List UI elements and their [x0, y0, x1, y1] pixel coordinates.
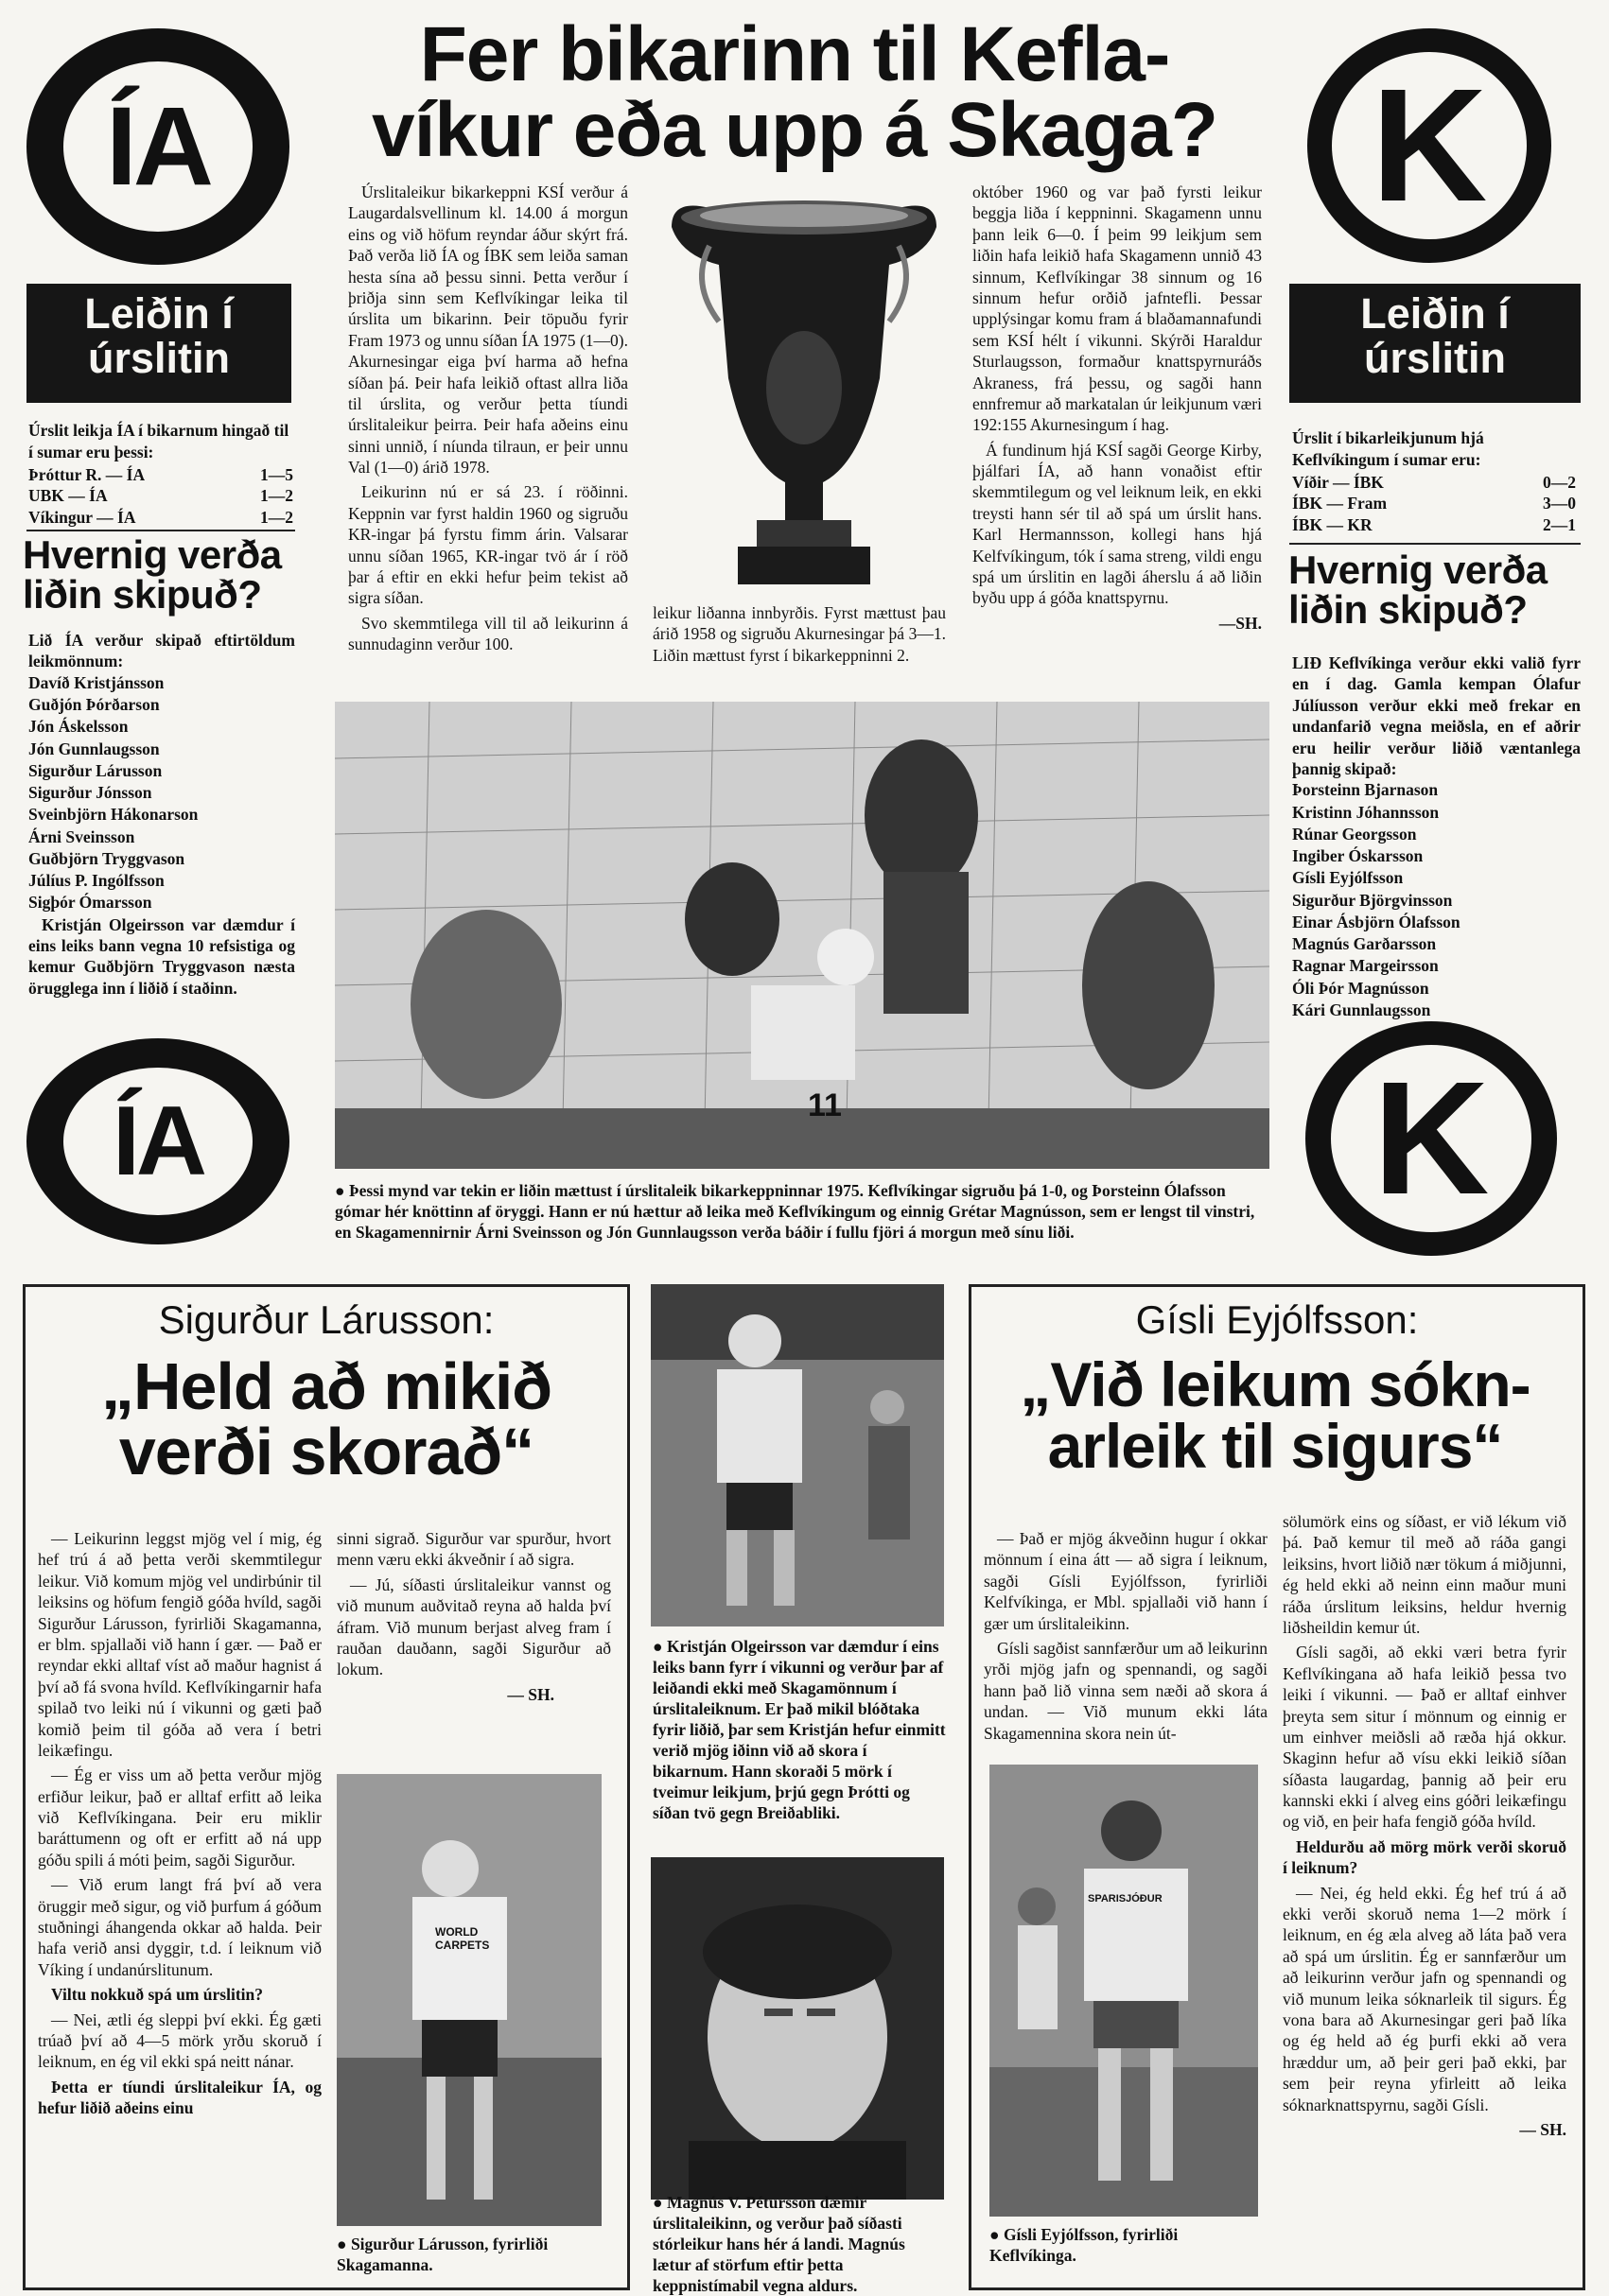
sigurdur-photo [337, 1774, 602, 2226]
list-item: Ingiber Óskarsson [1292, 846, 1424, 866]
list-item: Jón Áskelsson [28, 717, 129, 737]
signature: — SH. [507, 1684, 554, 1704]
paragraph: — Nei, ætli ég sleppi því ekki. Ég gæti trúað því að 4—5 mörk yrðu skoruð í leiknum, en ég vil ekki spá neitt nánar. [38, 2009, 322, 2072]
left-story-col-2 [337, 1528, 611, 1705]
right-story-kicker: Gísli Eyjólfsson: [1135, 1297, 1419, 1342]
paragraph: október 1960 og var það fyrsti leikur beggja liða í keppninni. Skagamenn unnu þann leik 6—0. Í þeim 99 leikjum sem liðin hafa leikið hafa Skagamenn unnið 43 sinnum, Keflvíkingar 38 sinnum og 16 sinnum hefur orðið jafntefli. Þessar upplýsingar komu fram á blaðamannafundi sem KSÍ hélt í vikunni. Skýrði Haraldur Sturlaugsson, formaður knattspyrnuráðs Akraness, frá þessu, og sagði hann ennfremur að markatalan úr leikjunum væri 192:155 Akurnesingum í hag. [972, 183, 1262, 435]
match: ÍBK — Fram [1292, 494, 1388, 513]
score: 1—2 [260, 508, 293, 528]
main-headline [322, 11, 1268, 174]
right-story-col-2 [1283, 1511, 1566, 2140]
table-row [1292, 472, 1576, 494]
list-item: Þorsteinn Bjarnason [1292, 780, 1439, 800]
match-photo-caption: ● Þessi mynd var tekin er liðin mættust í úrslitaleik bikarkeppninnar 1975. Keflvíkingar sigruðu þá 1-0, og Þorsteinn Ólafsson gómar hér knöttinn af öryggi. Hann er nú hættur að leika með Keflvíkingum og einnig Grétar Magnússon, sem er lengst til vinstri, en Skagamennirnir Árni Sveinsson og Jón Gunnlaugsson verða báðir í fullu fjöri á morgun með sínu liði. [335, 1181, 1255, 1243]
paragraph: — Það er mjög ákveðinn hugur í okkar mönnum í eina átt — að sigra í leiknum, sagði Gísli Eyjólfsson, fyrirliði Kelfvíkinga, er Mbl. spjallaði við hann í gær um úrslitaleikinn. [984, 1529, 1268, 1633]
main-article-col-1 [348, 182, 628, 659]
match-photo [335, 702, 1269, 1169]
paragraph: sölumörk eins og síðast, er við lékum við þá. Það kemur til með að ráða gangi leiksins, hvort liðið nær tökum á miðjunni, ég held ekki að neinn einn maður muni ráða úrslitum leiksins, heldur hvernig liðsheildin kemur út. [1283, 1512, 1566, 1637]
signature: — SH. [1519, 2119, 1566, 2139]
list-item: Guðbjörn Tryggvason [28, 848, 185, 868]
list-item: Árni Sveinsson [28, 826, 135, 846]
table-row [28, 485, 293, 507]
left-results-intro: Úrslit leikja ÍA í bikarnum hingað til í sumar eru þessi: [28, 421, 289, 462]
kristjan-photo-image [651, 1284, 944, 1626]
table-row [1292, 514, 1576, 536]
table-row [28, 507, 293, 529]
right-results-table [1292, 472, 1576, 536]
right-story-title-1: „Við leikum sókn- [1020, 1349, 1530, 1419]
table-row [1292, 493, 1576, 514]
score: 0—2 [1543, 472, 1576, 492]
magnus-photo [651, 1857, 944, 2200]
question: Viltu nokkuð spá um úrslitin? [51, 1985, 264, 2005]
right-results-intro: Úrslit í bikarleikjunum hjá Keflvíkingum í sumar eru: [1292, 428, 1484, 470]
headline-line-2: víkur eða upp á Skaga? [372, 87, 1217, 174]
paragraph: leikur liðanna innbyrðis. Fyrst mættust þau árið 1958 og sigruðu Akurnesingar þá 3—1. Liðin mættust fyrst í bikarkeppninni 2. [653, 603, 946, 665]
left-lineup-heading-1: Hvernig verða [23, 532, 282, 577]
paragraph: — Ég er viss um að þetta verður mjög erfiður leikur, það er alltaf erfitt að leika við Keflvíkingana. Þeir eru miklir baráttumenn og oft er erfitt að ná upp góðu spili á móti þeim, sagði Sigurður. [38, 1765, 322, 1870]
right-lineup-heading-1: Hvernig verða [1288, 548, 1548, 592]
list-item: Sigurður Lárusson [28, 760, 163, 780]
list-item: Magnús Garðarsson [1292, 934, 1437, 954]
left-lineup-heading-2: liðin skipuð? [23, 572, 262, 617]
headline-line-1: Fer bikarinn til Kefla- [419, 11, 1170, 97]
list-item: Rúnar Georgsson [1292, 824, 1417, 844]
right-story-title [974, 1349, 1576, 1481]
list-item: Guðjón Þórðarson [28, 695, 160, 715]
main-article-col-3 [972, 182, 1262, 634]
list-item: Sigurður Jónsson [28, 783, 152, 803]
magnus-caption: ● Magnús V. Pétursson dæmir úrslitaleikinn, og verður það síðasti stórleikur hans hér á landi. Magnús lætur af störfum eftir þetta keppnistímabil vegna aldurs. [653, 2193, 905, 2296]
right-results [1292, 427, 1576, 536]
right-story-col-1 [984, 1528, 1268, 1748]
table-row [28, 464, 293, 486]
right-route-box [1289, 284, 1581, 403]
paragraph: Gísli sagði, að ekki væri betra fyrir Keflvíkingana að hafa leikið þessa tvo leiki í vikunni. — Það er alltaf einhver þreyta sem situr í mönnum og einnig er um einhver meiðsli að ræða hjá okkur. Skaginn hefur að vísu ekki leikið síðan síðasta laugardag, þannig að þeir eru kannski ekki í alveg eins góðri leikæfingu og við, en þeir hafa fengið góða hvíld. [1283, 1643, 1566, 1832]
ia-logo-text: ÍA [106, 84, 210, 209]
list-item: Davíð Kristjánsson [28, 672, 165, 692]
score: 1—5 [260, 464, 293, 484]
list-item: Kristinn Jóhannsson [1292, 802, 1440, 822]
match: UBK — ÍA [28, 486, 108, 506]
score: 1—2 [260, 486, 293, 506]
score: 2—1 [1543, 515, 1576, 535]
left-route-box [26, 284, 291, 403]
list-item: Kári Gunnlaugsson [1292, 1000, 1431, 1019]
sigurdur-photo-image [337, 1774, 602, 2226]
trophy-icon [653, 189, 955, 596]
right-lineup-intro: LIÐ Keflvíkinga verður ekki valið fyrr en í dag. Gamla kempan Ólafur Júlíusson verður ekki með frekar en undanfarið vegna meiðsla, en ef aðrir eru heilir verður liðið væntanlega þannig skipað: [1292, 653, 1581, 778]
right-lineup-heading [1288, 550, 1591, 630]
match: Víkingur — ÍA [28, 508, 136, 528]
paragraph: Á fundinum hjá KSÍ sagði George Kirby, þjálfari ÍA, að hann vonaðist eftir skemmtilegum og vel leiknum leik, en ekki treysti hann sér til að spá um úrslit hans. Karl Hermannsson, kollegi hans hjá Kelfvíkingum, tók í sama streng, vildi engu spá um úrslitin en lagði áherslu á að liðin byðu upp á góða knattspyrnu. [972, 440, 1262, 608]
paragraph: Úrslitaleikur bikarkeppni KSÍ verður á Laugardalsvellinum kl. 14.00 á morgun eins og við höfum reyndar áður skýrt frá. Það verða lið ÍA og ÍBK sem leiða saman hesta sína að þessu sinni. Þetta verður í þriðja sinn sem Keflvíkingar leika til úrslita um bikarinn. Þeir töpuðu fyrir Fram 1973 og unnu síðan ÍA 1975 (1—0). Akurnesingar eiga því harma að hefna síðan þá. Þeir hafa leikið oftast allra liða til úrslita, og verður þetta tíundi úrslitaleikur þeirra. Þeir hafa aðeins einu sinni unnið, í níunda tilraun, er þeir unnu Val (1—0) árið 1978. [348, 183, 628, 478]
list-item: Júlíus P. Ingólfsson [28, 871, 165, 891]
gisli-photo-image [989, 1765, 1258, 2217]
paragraph: Þetta er tíundi úrslitaleikur ÍA, og hefur liðið aðeins einu [38, 2077, 322, 2118]
question: Heldurðu að mörg mörk verði skoruð í leiknum? [1283, 1836, 1566, 1878]
k-logo-bottom [1305, 1021, 1557, 1256]
left-story-col-1 [38, 1528, 322, 2123]
signature: —SH. [1218, 613, 1262, 633]
list-item: Einar Ásbjörn Ólafsson [1292, 912, 1460, 931]
list-item: Ragnar Margeirsson [1292, 956, 1439, 976]
left-lineup-note: Kristján Olgeirsson var dæmdur í eins leiks bann vegna 10 refsistiga og kemur Guðbjörn Tryggvason næsta örugglega inn í liðið í staðinn. [28, 914, 295, 998]
paragraph: — Við erum langt frá því að vera öruggir með sigur, og við þurfum á góðum stuðningi áhangenda okkar að halda. Þeir hafa verið ansi dyggir, t.d. í leiknum við Víking í undanúrslitunum. [38, 1875, 322, 1979]
paragraph: — Nei, ég held ekki. Ég hef trú á að ekki verði skoruð nema 1—2 mörk í leiknum, en ég æla alveg að láta það vera að spá um úrslitin. Ég er sannfærður um að leikurinn verður jafn og spennandi og við munum leika sóknarleik til sigurs. Ég vona bara að Akurnesingar geri það líka og ég held að ég þurfi ekki að vera hræddur um, að þeir geri það ekki, þar sem þeir reyna yfirleitt að leika sóknarknattspyrnu, sagði Gísli. [1283, 1883, 1566, 2114]
right-lineup-heading-2: liðin skipuð? [1288, 587, 1528, 632]
right-story-title-2: arleik til sigurs“ [1047, 1410, 1503, 1481]
kristjan-caption: ● Kristján Olgeirsson var dæmdur í eins leiks bann fyrr í vikunni og verður þar af leiðandi ekki með Skagamönnum í úrslitaleiknum. Er það mikil blóðtaka fyrir liðið, þar sem Kristján hefur einmitt verið mjög iðinn við að skora í bikarnum. Hann skoraði 5 mörk í tveimur leikjum, þrjú gegn Þrótti og síðan tvö gegn Breiðabliki. [653, 1637, 946, 1823]
match: ÍBK — KR [1292, 515, 1373, 535]
paragraph: — Leikurinn leggst mjög vel í mig, ég hef trú á að þetta verði skemmtilegur leikur. Við komum mjög vel undirbúnir til leiksins og höfum fengið góða hvíld, sagði Sigurður Lárusson, fyrirliði Skagamanna, er blm. spjallaði við hann í gær. — Það er reyndar ekki alltaf víst að maður hagnist á því að fá svona hvíld. Keflvíkingarnir hafa spilað tvo leiki nú í vikunni og gæti það komið þeim til góða að vera í betri leikæfingu. [38, 1529, 322, 1760]
list-item: Jón Gunnlaugsson [28, 739, 160, 758]
gisli-caption: ● Gísli Eyjólfsson, fyrirliði Keflvíkinga. [989, 2225, 1179, 2266]
k-logo-text: K [1373, 1049, 1490, 1228]
paragraph: Leikurinn nú er sá 23. í röðinni. Keppnin var fyrst haldin 1960 og sigruðu KR-ingar þá fyrstu fimm árin. Valsarar unnu síðan 1965, KR-ingar tvö ár í röð þar á eftir en ekki hefur þeim tekist að sigra síðan. [348, 482, 628, 608]
right-route-box-line-1: Leiðin í [1360, 289, 1510, 338]
match: Víðir — ÍBK [1292, 472, 1384, 492]
left-lineup-heading [23, 532, 306, 617]
right-route-box-line-2: úrslitin [1363, 334, 1506, 383]
ia-logo-top [26, 28, 289, 265]
left-story-kicker: Sigurður Lárusson: [158, 1297, 495, 1342]
kristjan-photo [651, 1284, 944, 1626]
k-logo-text: K [1371, 56, 1488, 235]
paragraph: Svo skemmtilega vill til að leikurinn á sunnudaginn verður 100. [348, 613, 628, 654]
sigurdur-caption: ● Sigurður Lárusson, fyrirliði Skagamanna. [337, 2235, 549, 2275]
trophy-photo [653, 189, 955, 596]
list-item: Gísli Eyjólfsson [1292, 868, 1404, 888]
left-story-title-1: „Held að mikið [100, 1349, 552, 1423]
left-lineup [28, 630, 295, 999]
gisli-photo [989, 1765, 1258, 2217]
left-route-box-line-2: úrslitin [87, 334, 230, 383]
magnus-photo-image [651, 1857, 944, 2200]
shirt-number: 11 [808, 1087, 842, 1123]
ia-logo-text: ÍA [113, 1086, 203, 1196]
paragraph: Gísli sagðist sannfærður um að leikurinn yrði mjög jafn og spennandi, og sagði hann það lið vinna sem næði að skora á undan. — Við munum ekki láta Skagamennina skora nein út- [984, 1638, 1268, 1743]
list-item: Sigþór Ómarsson [28, 893, 152, 913]
sponsor-text: WORLD CARPETS [435, 1925, 490, 1952]
list-item: Sveinbjörn Hákonarson [28, 805, 199, 825]
left-lineup-intro: Lið ÍA verður skipað eftirtöldum leikmönnum: [28, 631, 295, 671]
k-logo-top [1307, 28, 1551, 263]
sponsor-text-2: SPARISJÓÐUR [1088, 1893, 1163, 1905]
score: 3—0 [1543, 494, 1576, 513]
list-item: Óli Þór Magnússon [1292, 978, 1429, 998]
left-results [28, 420, 293, 529]
left-story-title [30, 1349, 622, 1488]
paragraph: sinni sigrað. Sigurður var spurður, hvort menn væru ekki ákveðnir í að sigra. [337, 1529, 611, 1570]
right-lineup [1292, 652, 1581, 1021]
ia-logo-bottom [26, 1038, 289, 1244]
left-story-title-2: verði skorað“ [118, 1414, 534, 1488]
match: Þróttur R. — ÍA [28, 464, 146, 484]
match-photo-image [335, 702, 1269, 1169]
paragraph: — Jú, síðasti úrslitaleikur vannst og við munum auðvitað reyna að halda því áfram. Við munum berjast alveg fram í rauðan dauðann, sagði Sigurður að lokum. [337, 1574, 611, 1679]
main-article-col-2 [653, 602, 946, 670]
left-player-list [28, 672, 295, 914]
left-route-box-line-1: Leiðin í [84, 289, 234, 338]
left-results-table [28, 464, 293, 529]
list-item: Sigurður Björgvinsson [1292, 890, 1453, 910]
right-player-list [1292, 779, 1581, 1021]
